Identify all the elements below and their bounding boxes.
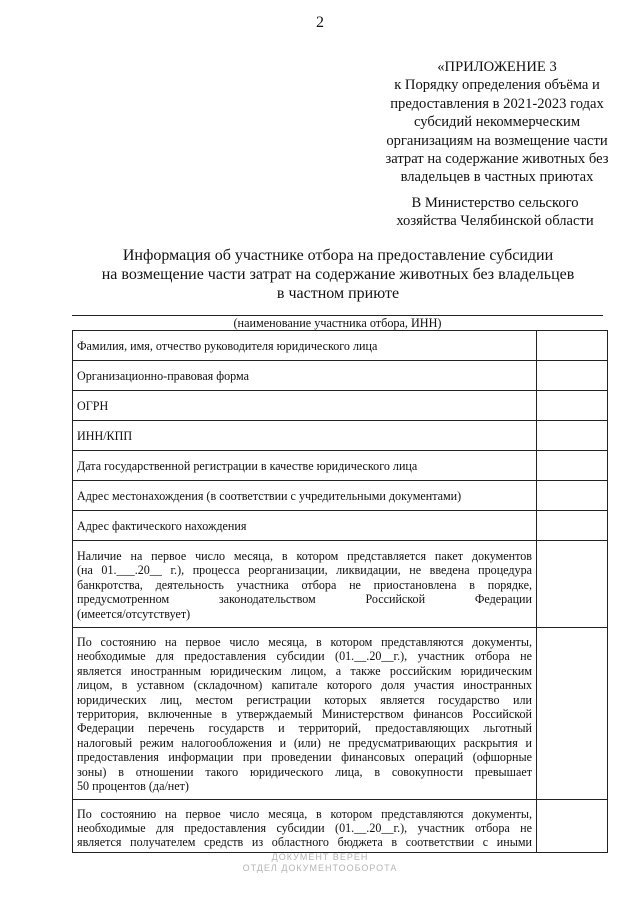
row-text-line: 50 процентов (да/нет)	[77, 779, 189, 794]
table-row	[73, 799, 608, 852]
row-text-line: Наличие на первое число месяца, в котором представляется пакет документов	[77, 549, 532, 563]
appendix-header	[352, 58, 640, 187]
appendix-line: затрат на содержание животных без	[385, 151, 609, 168]
row-label: Организационно-правовая форма	[73, 361, 537, 391]
value-cell[interactable]	[537, 391, 608, 421]
row-text-line: налоговый режим налогообложения и (или) не предусматривающих раскрытия и	[77, 735, 532, 750]
row-text-line: предоставления информации при проведении финансовых операций (офшорные	[77, 750, 532, 765]
row-text-line: Федерации перечень государств и территорий, предоставляющих льготный	[77, 721, 532, 736]
appendix-line: к Порядку определения объёма и	[394, 77, 600, 94]
title-line: на возмещение части затрат на содержание животных без владельцев	[101, 266, 575, 283]
row-label: Дата государственной регистрации в качестве юридического лица	[73, 451, 537, 481]
table-row	[73, 481, 608, 511]
row-label: Фамилия, имя, отчество руководителя юридического лица	[73, 331, 537, 361]
table-row	[73, 331, 608, 361]
row-text-line: необходимые для предоставления субсидии (01.__.20__г.), участник отбора не	[77, 649, 532, 664]
page-number: 2	[316, 14, 324, 31]
value-cell[interactable]	[537, 481, 608, 511]
recipient-line: В Министерство сельского	[411, 195, 579, 211]
title-line: в частном приюте	[276, 285, 400, 302]
document-title	[72, 246, 604, 303]
value-cell[interactable]	[537, 361, 608, 391]
row-text-line: По состоянию на первое число месяца, в котором представляются документы,	[77, 806, 532, 821]
participant-name-caption: (наименование участника отбора, ИНН)	[233, 316, 442, 330]
table-row	[73, 628, 608, 799]
value-cell[interactable]	[537, 421, 608, 451]
title-line: Информация об участнике отбора на предоставление субсидии	[122, 247, 554, 264]
table-row	[73, 541, 608, 628]
row-label-multiline	[73, 541, 537, 628]
row-label: ИНН/КПП	[73, 421, 537, 451]
appendix-line: организациям на возмещение части	[386, 132, 608, 149]
document-stamp-watermark: ДОКУМЕНТ ВЕРЕН ОТДЕЛ ДОКУМЕНТООБОРОТА	[242, 852, 398, 873]
recipient-block	[360, 194, 630, 231]
value-cell[interactable]	[537, 799, 608, 852]
row-label-multiline	[73, 799, 537, 852]
appendix-line: субсидий некоммерческим	[413, 114, 581, 131]
value-cell[interactable]	[537, 628, 608, 799]
row-text-line: По состоянию на первое число месяца, в котором представляются документы,	[77, 635, 532, 650]
appendix-line: владельцев в частных приютах	[400, 169, 594, 186]
row-label: ОГРН	[73, 391, 537, 421]
row-text-line: предусмотренном законодательством Российской Федерации	[77, 592, 532, 607]
row-text-line: (на 01.___.20__ г.), процесса реорганизации, ликвидации, не введена процедура	[77, 563, 532, 578]
appendix-line: «ПРИЛОЖЕНИЕ 3	[437, 59, 557, 75]
value-cell[interactable]	[537, 451, 608, 481]
row-text-line: юридических лиц, местом регистрации которых является государство или	[77, 692, 532, 707]
value-cell[interactable]	[537, 331, 608, 361]
row-text-line: зоны) в отношении такого юридического лица, в совокупности превышает	[77, 764, 532, 779]
row-text-line: банкротства, деятельность участника отбора не приостановлена в порядке,	[77, 577, 532, 592]
appendix-line: предоставления в 2021-2023 годах	[390, 95, 604, 112]
row-text-line: является иностранным юридическим лицом, а также российским юридическим	[77, 663, 532, 678]
recipient-line: хозяйства Челябинской области	[396, 213, 594, 230]
participant-info-table	[72, 330, 608, 853]
row-text-line: необходимые для предоставления субсидии (01.__.20__г.), участник отбора не	[77, 820, 532, 835]
value-cell[interactable]	[537, 541, 608, 628]
row-text-line: лицом, в уставном (складочном) капитале которого доля участия иностранных	[77, 678, 532, 693]
table-row	[73, 511, 608, 541]
row-text-line: территория, включенные в утверждаемый Министерством финансов Российской	[77, 707, 532, 722]
table-row	[73, 391, 608, 421]
row-label: Адрес местонахождения (в соответствии с учредительными документами)	[73, 481, 537, 511]
table-row	[73, 361, 608, 391]
row-label: Адрес фактического нахождения	[73, 511, 537, 541]
value-cell[interactable]	[537, 511, 608, 541]
row-text-line: (имеется/отсутствует)	[77, 606, 191, 621]
table-row	[73, 451, 608, 481]
table-row	[73, 421, 608, 451]
row-text-line: является получателем средств из областного бюджета в соответствии с иными	[77, 835, 532, 850]
row-label-multiline	[73, 628, 537, 799]
